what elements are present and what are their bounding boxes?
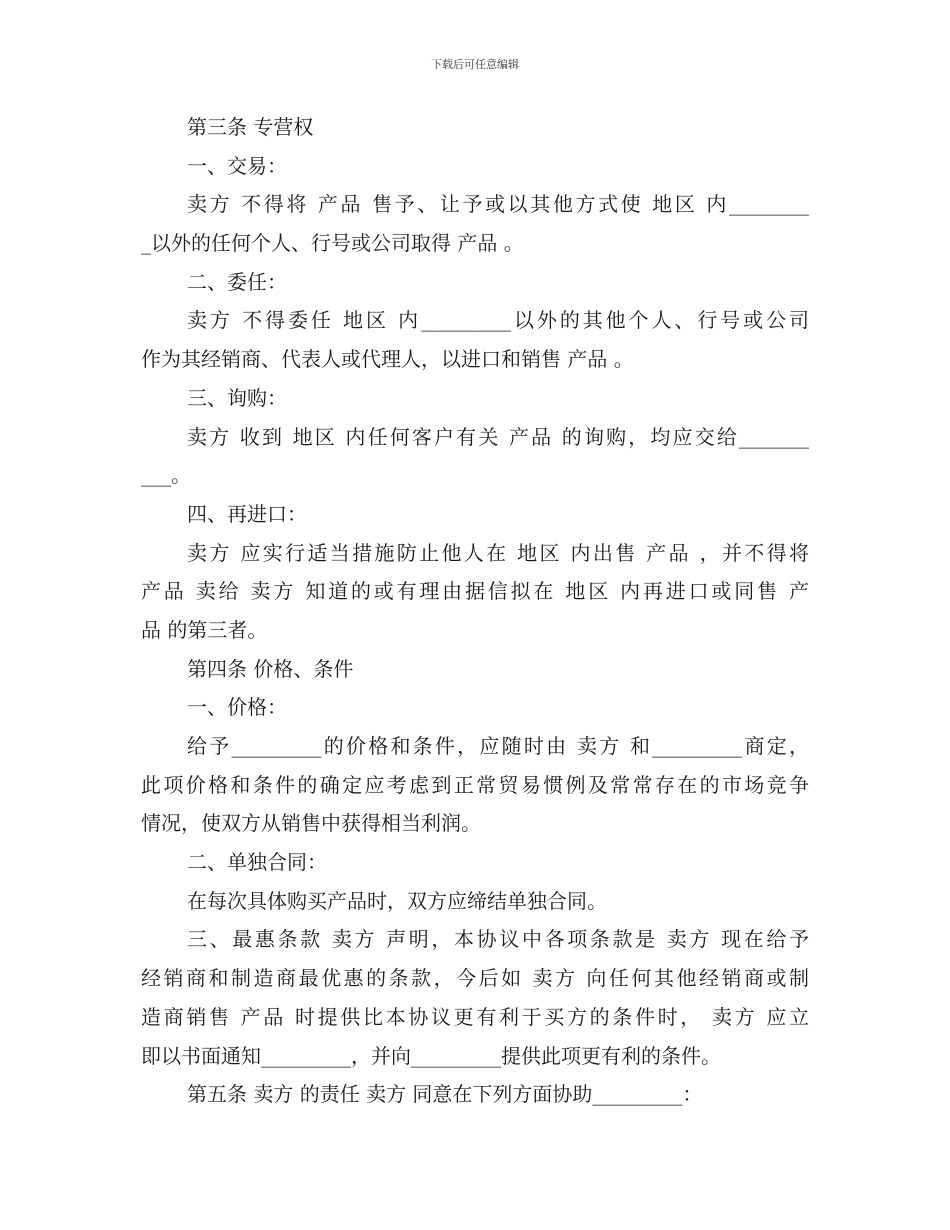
text-line: 二、单独合同： [187,850,327,875]
text-line: ___。 [141,463,191,488]
document-body [141,108,809,1114]
page-header-note: 下载后可任意编辑 [431,58,519,71]
text-line: 卖方 不得将 产品 售予、让予或以其他方式使 地区 内________ [187,192,809,217]
text-line: 一、价格： [187,695,287,720]
text-line: _以外的任何个人、行号或公司取得 产品 。 [141,231,524,256]
text-line: 品 的第三者。 [141,617,268,642]
text-line: 三、询购： [187,385,287,410]
text-line: 卖方 应实行适当措施防止他人在 地区 内出售 产品 ，并不得将 [187,540,809,565]
text-line: 即以书面通知_________，并向_________提供此项更有利的条件。 [141,1043,721,1068]
text-line: 一、交易： [187,153,287,178]
text-line: 作为其经销商、代表人或代理人，以进口和销售 产品 。 [141,347,634,372]
text-line: 三、最惠条款 卖方 声明，本协议中各项条款是 卖方 现在给予 [187,927,809,952]
text-line: 经销商和制造商最优惠的条款，今后如 卖方 向任何其他经销商或制 [141,966,809,991]
text-line: 二、委任： [187,269,287,294]
text-line: 在每次具体购买产品时，双方应缔结单独合同。 [187,888,607,913]
text-line: 产品 卖给 卖方 知道的或有理由据信拟在 地区 内再进口或同售 产 [141,579,809,604]
text-line: 第四条 价格、条件 [187,656,354,681]
text-line: 给予_________的价格和条件，应随时由 卖方 和_________商定， [187,734,809,758]
text-line: 卖方 不得委任 地区 内_________以外的其他个人、行号或公司 [187,308,809,333]
text-line: 造商销售 产品 时提供比本协议更有利于买方的条件时， 卖方 应立 [141,1004,809,1029]
text-line: 卖方 收到 地区 内任何客户有关 产品 的询购，均应交给_______ [187,424,809,449]
text-line: 情况，使双方从销售中获得相当利润。 [141,811,481,836]
text-line: 此项价格和条件的确定应考虑到正常贸易惯例及常常存在的市场竞争 [141,772,809,797]
text-line: 第三条 专营权 [187,115,314,139]
text-line: 第五条 卖方 的责任 卖方 同意在下列方面协助_________： [187,1082,703,1107]
text-line: 四、再进口： [187,501,307,526]
